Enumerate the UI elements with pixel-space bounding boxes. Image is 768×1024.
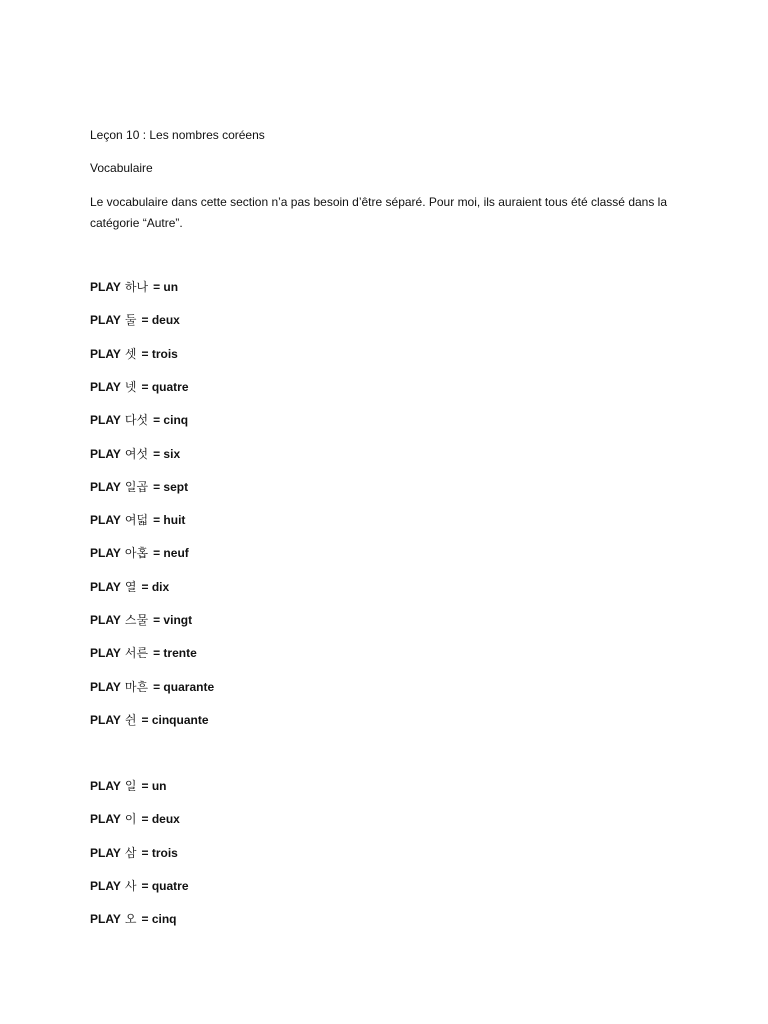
french-meaning: = vingt	[153, 613, 193, 627]
vocab-item	[90, 379, 189, 395]
play-label[interactable]: PLAY	[90, 379, 121, 394]
french-meaning: = six	[153, 446, 181, 461]
play-label[interactable]: PLAY	[90, 579, 121, 594]
french-meaning: = un	[141, 779, 167, 793]
vocab-item	[90, 545, 189, 561]
korean-word: 스물	[124, 613, 149, 627]
french-meaning: = un	[153, 280, 179, 294]
french-meaning: = cinq	[141, 912, 177, 927]
french-meaning: = sept	[153, 479, 189, 494]
vocab-item	[90, 712, 209, 728]
vocab-item	[90, 612, 192, 628]
play-label[interactable]: PLAY	[90, 679, 121, 694]
play-label[interactable]: PLAY	[90, 313, 121, 328]
korean-word: 쉰	[124, 712, 137, 727]
vocab-item	[90, 346, 178, 362]
vocab-item	[90, 679, 214, 695]
korean-word: 아홉	[124, 546, 149, 561]
play-label[interactable]: PLAY	[90, 413, 121, 428]
korean-word: 하나	[124, 280, 149, 294]
korean-word: 둘	[124, 313, 137, 328]
korean-word: 여덟	[124, 513, 149, 528]
play-label[interactable]: PLAY	[90, 878, 121, 893]
play-label[interactable]: PLAY	[90, 280, 121, 294]
korean-word: 오	[124, 912, 137, 927]
french-meaning: = trente	[153, 646, 197, 661]
korean-word: 서른	[124, 646, 149, 661]
french-meaning: = dix	[141, 579, 170, 594]
intro-paragraph: Le vocabulaire dans cette section n’a pas besoin d’être séparé. Pour moi, ils auraient tous été classé dans la catégorie “Autre”.	[90, 195, 668, 230]
vocab-item	[90, 778, 167, 794]
french-meaning: = trois	[141, 845, 178, 860]
lesson-title: Leçon 10 : Les nombres coréens	[90, 128, 265, 142]
play-label[interactable]: PLAY	[90, 712, 121, 727]
french-meaning: = trois	[141, 346, 178, 361]
french-meaning: = deux	[141, 313, 180, 328]
french-meaning: = huit	[153, 513, 186, 528]
korean-word: 다섯	[124, 413, 149, 428]
french-meaning: = quarante	[153, 679, 215, 694]
vocab-item	[90, 279, 178, 295]
french-meaning: = neuf	[153, 546, 189, 561]
korean-word: 이	[124, 812, 137, 827]
vocab-item	[90, 878, 189, 894]
play-label[interactable]: PLAY	[90, 646, 121, 661]
korean-word: 삼	[124, 845, 137, 860]
french-meaning: = deux	[141, 812, 180, 827]
play-label[interactable]: PLAY	[90, 912, 121, 927]
play-label[interactable]: PLAY	[90, 812, 121, 827]
play-label[interactable]: PLAY	[90, 779, 121, 793]
korean-word: 마흔	[124, 679, 149, 694]
french-meaning: = quatre	[141, 878, 189, 893]
play-label[interactable]: PLAY	[90, 446, 121, 461]
vocab-item	[90, 579, 169, 595]
korean-word: 사	[124, 878, 137, 893]
play-label[interactable]: PLAY	[90, 479, 121, 494]
vocab-item	[90, 312, 180, 328]
vocab-item	[90, 446, 180, 462]
vocab-item	[90, 512, 185, 528]
french-meaning: = cinquante	[141, 712, 209, 727]
french-meaning: = quatre	[141, 379, 189, 394]
play-label[interactable]: PLAY	[90, 845, 121, 860]
play-label[interactable]: PLAY	[90, 546, 121, 561]
korean-word: 셋	[124, 346, 137, 361]
section-heading: Vocabulaire	[90, 161, 153, 175]
play-label[interactable]: PLAY	[90, 346, 121, 361]
vocab-item	[90, 412, 188, 428]
korean-word: 열	[124, 579, 137, 594]
korean-word: 일	[124, 779, 137, 793]
korean-word: 여섯	[124, 446, 149, 461]
vocab-item	[90, 845, 178, 861]
vocab-item	[90, 479, 188, 495]
korean-word: 일곱	[124, 479, 149, 494]
french-meaning: = cinq	[153, 413, 189, 428]
vocab-item	[90, 811, 180, 827]
korean-word: 넷	[124, 379, 137, 394]
play-label[interactable]: PLAY	[90, 513, 121, 528]
play-label[interactable]: PLAY	[90, 613, 121, 627]
vocab-item	[90, 911, 177, 927]
vocab-item	[90, 645, 197, 661]
